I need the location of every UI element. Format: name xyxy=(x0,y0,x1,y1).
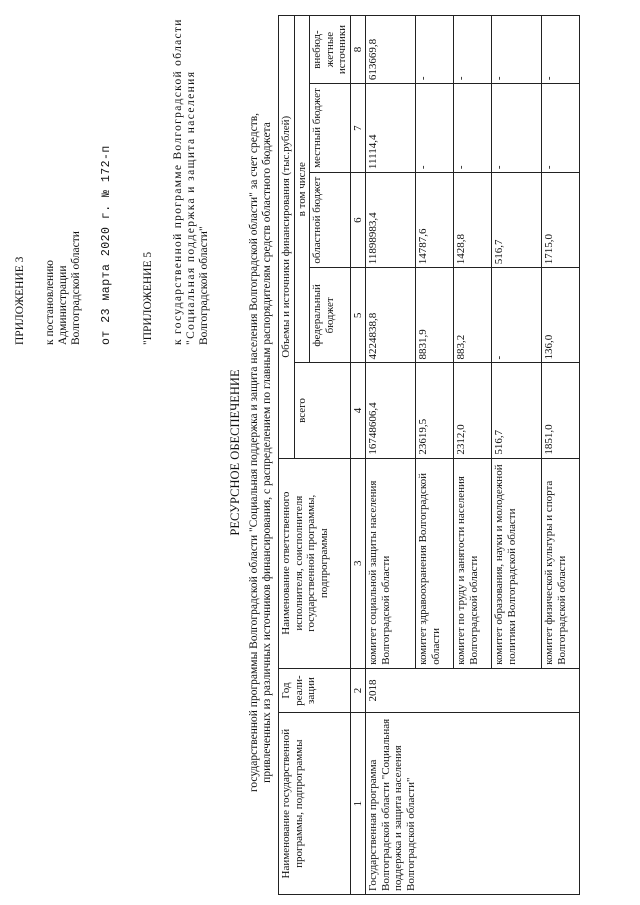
appendix3-line3: Волгоградской области xyxy=(70,231,82,345)
regional-cell: 1715,0 xyxy=(542,173,580,268)
header-total: всего xyxy=(294,363,350,458)
extra-cell: - xyxy=(454,16,492,84)
regional-cell: 14787,6 xyxy=(416,173,454,268)
extra-cell: - xyxy=(492,16,542,84)
header-including: в том числе xyxy=(294,16,310,363)
appendix3-line2: Администрации xyxy=(57,265,69,345)
total-cell: 2312,0 xyxy=(454,363,492,458)
total-cell: 1851,0 xyxy=(542,363,580,458)
header-local: местный бюджет xyxy=(310,84,351,173)
local-cell: - xyxy=(454,84,492,173)
column-number: 6 xyxy=(350,173,366,268)
year-cell: 2018 xyxy=(366,668,580,713)
header-regional: областной бюджет xyxy=(310,173,351,268)
column-number: 1 xyxy=(350,713,366,895)
federal-cell: 8831,9 xyxy=(416,268,454,363)
appendix5-title: "ПРИЛОЖЕНИЕ 5 xyxy=(142,251,154,345)
header-financing-group: Объемы и источники финансирования (тыс.рублей) xyxy=(279,16,295,459)
column-number: 3 xyxy=(350,458,366,668)
appendix5-line1: к государственной программе Волгоградской области xyxy=(172,18,184,345)
federal-cell: 136,0 xyxy=(542,268,580,363)
column-number: 2 xyxy=(350,668,366,713)
extra-cell: - xyxy=(542,16,580,84)
local-cell: - xyxy=(542,84,580,173)
header-executor: Наименование ответственного исполнителя, соисполнителя государственной программы, подпрограммы xyxy=(279,458,351,668)
regional-cell: 11898983,4 xyxy=(366,173,416,268)
federal-cell: 883,2 xyxy=(454,268,492,363)
doc-subheading-2: привлеченных из различных источников финансирования, с распределением по главным распорядителям средств областного бюджета xyxy=(261,122,273,783)
column-number: 5 xyxy=(350,268,366,363)
resource-table xyxy=(278,15,580,895)
extra-cell: 613669,8 xyxy=(366,16,416,84)
total-cell: 16748606,4 xyxy=(366,363,416,458)
column-number: 4 xyxy=(350,363,366,458)
program-name-cell: Государственная программа Волгоградской области "Социальная поддержка и защита населения Волгоградской области" xyxy=(366,713,580,895)
doc-subheading-1: государственной программы Волгоградской области "Социальная поддержка и защита населения Волгоградской области" за счет средств, xyxy=(248,112,260,793)
regional-cell: 516,7 xyxy=(492,173,542,268)
header-extra: внебюд- жетные источники xyxy=(310,16,351,84)
doc-heading: РЕСУРСНОЕ ОБЕСПЕЧЕНИЕ xyxy=(228,369,242,536)
local-cell: 11114,4 xyxy=(366,84,416,173)
appendix5-line2: "Социальная поддержка и защита населения xyxy=(185,70,197,345)
executor-cell: комитет образования, науки и молодежной политики Волгоградской области xyxy=(492,458,542,668)
local-cell: - xyxy=(492,84,542,173)
header-year: Год реали- зации xyxy=(279,668,351,713)
column-number-row xyxy=(350,16,366,895)
appendix3-date: от 23 марта 2020 г. № 172-п xyxy=(100,145,113,345)
appendix3-line1: к постановлению xyxy=(44,260,56,345)
total-cell: 516,7 xyxy=(492,363,542,458)
total-cell: 23619,5 xyxy=(416,363,454,458)
extra-cell: - xyxy=(416,16,454,84)
federal-cell: 4224838,8 xyxy=(366,268,416,363)
executor-cell: комитет физической культуры и спорта Волгоградской области xyxy=(542,458,580,668)
header-federal: федеральный бюджет xyxy=(310,268,351,363)
column-number: 7 xyxy=(350,84,366,173)
header-program: Наименование государственной программы, подпрограммы xyxy=(279,713,351,895)
local-cell: - xyxy=(416,84,454,173)
column-number: 8 xyxy=(350,16,366,84)
executor-cell: комитет социальной защиты населения Волгоградской области xyxy=(366,458,416,668)
federal-cell: - xyxy=(492,268,542,363)
appendix3-title: ПРИЛОЖЕНИЕ 3 xyxy=(14,256,26,345)
executor-cell: комитет здравоохранения Волгоградской области xyxy=(416,458,454,668)
executor-cell: комитет по труду и занятости населения Волгоградской области xyxy=(454,458,492,668)
regional-cell: 1428,8 xyxy=(454,173,492,268)
appendix5-line3: Волгоградской области" xyxy=(198,226,210,345)
table-row xyxy=(366,16,416,895)
